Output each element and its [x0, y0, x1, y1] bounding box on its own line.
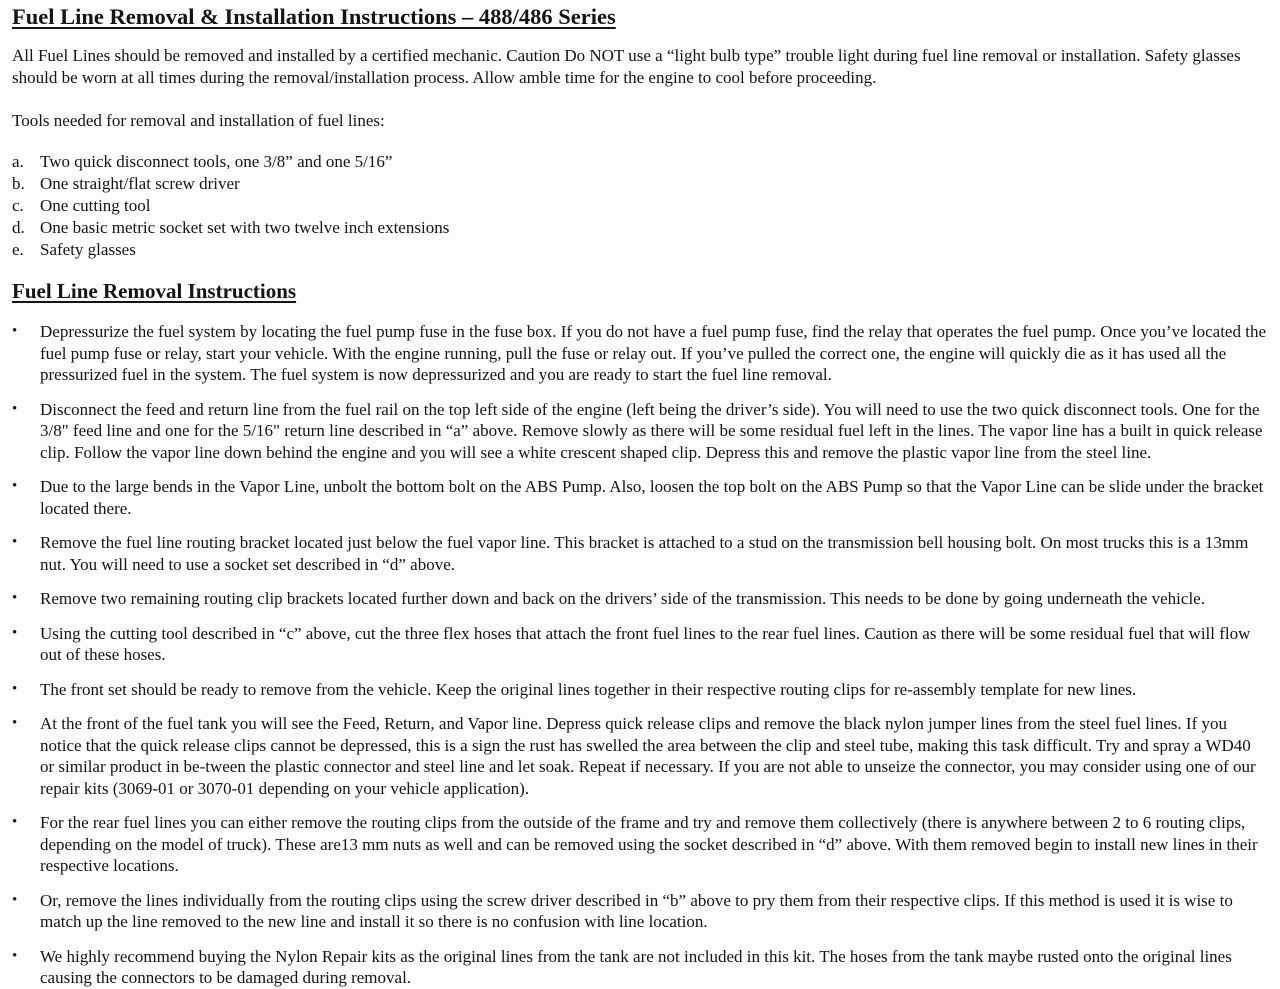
- bullet-icon: •: [12, 478, 18, 495]
- list-item-text: Disconnect the feed and return line from the fuel rail on the top left side of the engine (left being the driver’s side). You will need to use the two quick disconnect tools. One for the 3/8" feed line and one for the 5/16" return line described in “a” above. Remove slowly as there will be some residual fuel left in the lines. The vapor line has a built in quick release clip. Follow the vapor line down behind the engine and you will see a white crescent shaped clip. Depress this and remove the plastic vapor line from the steel line.: [40, 399, 1263, 462]
- list-item-text: Due to the large bends in the Vapor Line, unbolt the bottom bolt on the ABS Pump. Also, loosen the top bolt on the ABS Pump so that the Vapor Line can be slide under the bracket located there.: [40, 477, 1264, 518]
- section-heading-text: Fuel Line Removal Instructions: [12, 279, 297, 303]
- list-item: [12, 239, 1268, 261]
- list-item-letter: e.: [12, 239, 24, 259]
- tools-list-heading: Tools needed for removal and installation of fuel lines:: [12, 111, 385, 130]
- list-item-letter: b.: [12, 173, 25, 193]
- section-heading: [12, 279, 1268, 304]
- list-item: [12, 173, 1268, 195]
- intro-paragraph: All Fuel Lines should be removed and installed by a certified mechanic. Caution Do NOT use a “light bulb type” trouble light during fuel line removal or installation. Safety glasses should be worn at all times during the removal/installation process. Allow amble time for the engine to cool before proceeding.: [12, 46, 1241, 87]
- bullet-icon: •: [12, 400, 18, 417]
- list-item-text: Two quick disconnect tools, one 3/8” and one 5/16”: [40, 151, 393, 171]
- bullet-icon: •: [12, 814, 18, 831]
- list-item: [12, 151, 1268, 173]
- list-item: [12, 946, 1268, 989]
- list-item-text: The front set should be ready to remove from the vehicle. Keep the original lines together in their respective routing clips for re-assembly template for new lines.: [40, 679, 1137, 699]
- list-item-text: One straight/flat screw driver: [40, 173, 240, 193]
- list-item: [12, 713, 1268, 799]
- list-item-letter: c.: [12, 195, 24, 215]
- list-item: [12, 476, 1268, 519]
- bullet-icon: •: [12, 534, 18, 551]
- list-item: [12, 532, 1268, 575]
- list-item-text: At the front of the fuel tank you will see the Feed, Return, and Vapor line. Depress quick release clips and remove the black nylon jumper lines from the steel fuel lines. If you notice that the quick release clips cannot be depressed, this is a sign the rust has swelled the area between the clip and steel tube, making this task difficult. Try and spray a WD40 or similar product in be-tween the plastic connector and steel line and let soak. Repeat if necessary. If you are not able to unseize the connector, you may consider using one of our repair kits (3069-01 or 3070-01 depending on your vehicle application).: [40, 714, 1256, 798]
- list-item: [12, 812, 1268, 877]
- list-item: [12, 588, 1268, 610]
- list-item: [12, 679, 1268, 701]
- list-item: [12, 399, 1268, 464]
- bullet-icon: •: [12, 624, 18, 641]
- list-item-text: One basic metric socket set with two twelve inch extensions: [40, 217, 450, 237]
- list-item: [12, 890, 1268, 933]
- list-item-letter: d.: [12, 217, 25, 237]
- list-item: [12, 321, 1268, 386]
- list-item: [12, 217, 1268, 239]
- list-item: [12, 623, 1268, 666]
- list-item: [12, 195, 1268, 217]
- list-item-text: Depressurize the fuel system by locating the fuel pump fuse in the fuse box. If you do not have a fuel pump fuse, find the relay that operates the fuel pump. Once you’ve located the fuel pump fuse or relay, start your vehicle. With the engine running, pull the fuse or relay out. If you’ve pulled the correct one, the engine will quickly die as it has used all the pressurized fuel in the system. The fuel system is now depressurized and you are ready to start the fuel line removal.: [40, 322, 1266, 385]
- list-item-text: For the rear fuel lines you can either remove the routing clips from the outside of the frame and try and remove them collectively (there is anywhere between 2 to 6 routing clips, depending on the model of truck). These are13 mm nuts as well and can be removed using the socket described in “d” above. With them removed begin to install new lines in their respective locations.: [40, 813, 1258, 876]
- bullet-icon: •: [12, 947, 18, 964]
- tools-list: [12, 151, 1268, 261]
- list-item-text: Or, remove the lines individually from the routing clips using the screw driver described in “b” above to pry them from their respective clips. If this method is used it is wise to match up the line removed to the new line and install it so there is no confusion with line location.: [40, 890, 1233, 932]
- bullet-icon: •: [12, 891, 18, 908]
- list-item-text: Remove two remaining routing clip brackets located further down and back on the drivers’ side of the transmission. This needs to be done by going underneath the vehicle.: [40, 589, 1205, 609]
- page-title-text: Fuel Line Removal & Installation Instructions – 488/486 Series: [12, 4, 616, 29]
- bullet-icon: •: [12, 323, 18, 340]
- bullet-icon: •: [12, 680, 18, 697]
- list-item-text: Safety glasses: [40, 239, 136, 259]
- list-item-text: One cutting tool: [40, 195, 151, 215]
- bullet-icon: •: [12, 590, 18, 607]
- list-item-text: Using the cutting tool described in “c” above, cut the three flex hoses that attach the front fuel lines to the rear fuel lines. Caution as there will be some residual fuel that will flow out of these hoses.: [40, 623, 1251, 665]
- page-title: [12, 3, 1268, 30]
- list-item-text: We highly recommend buying the Nylon Repair kits as the original lines from the tank are not included in this kit. The hoses from the tank maybe rusted onto the original lines causing the connectors to be damaged during removal.: [40, 946, 1232, 988]
- removal-steps-list: [12, 321, 1268, 989]
- bullet-icon: •: [12, 715, 18, 732]
- list-item-text: Remove the fuel line routing bracket located just below the fuel vapor line. This bracket is attached to a stud on the transmission bell housing bolt. On most trucks this is a 13mm nut. You will need to use a socket set described in “d” above.: [40, 533, 1249, 574]
- list-item-letter: a.: [12, 151, 24, 171]
